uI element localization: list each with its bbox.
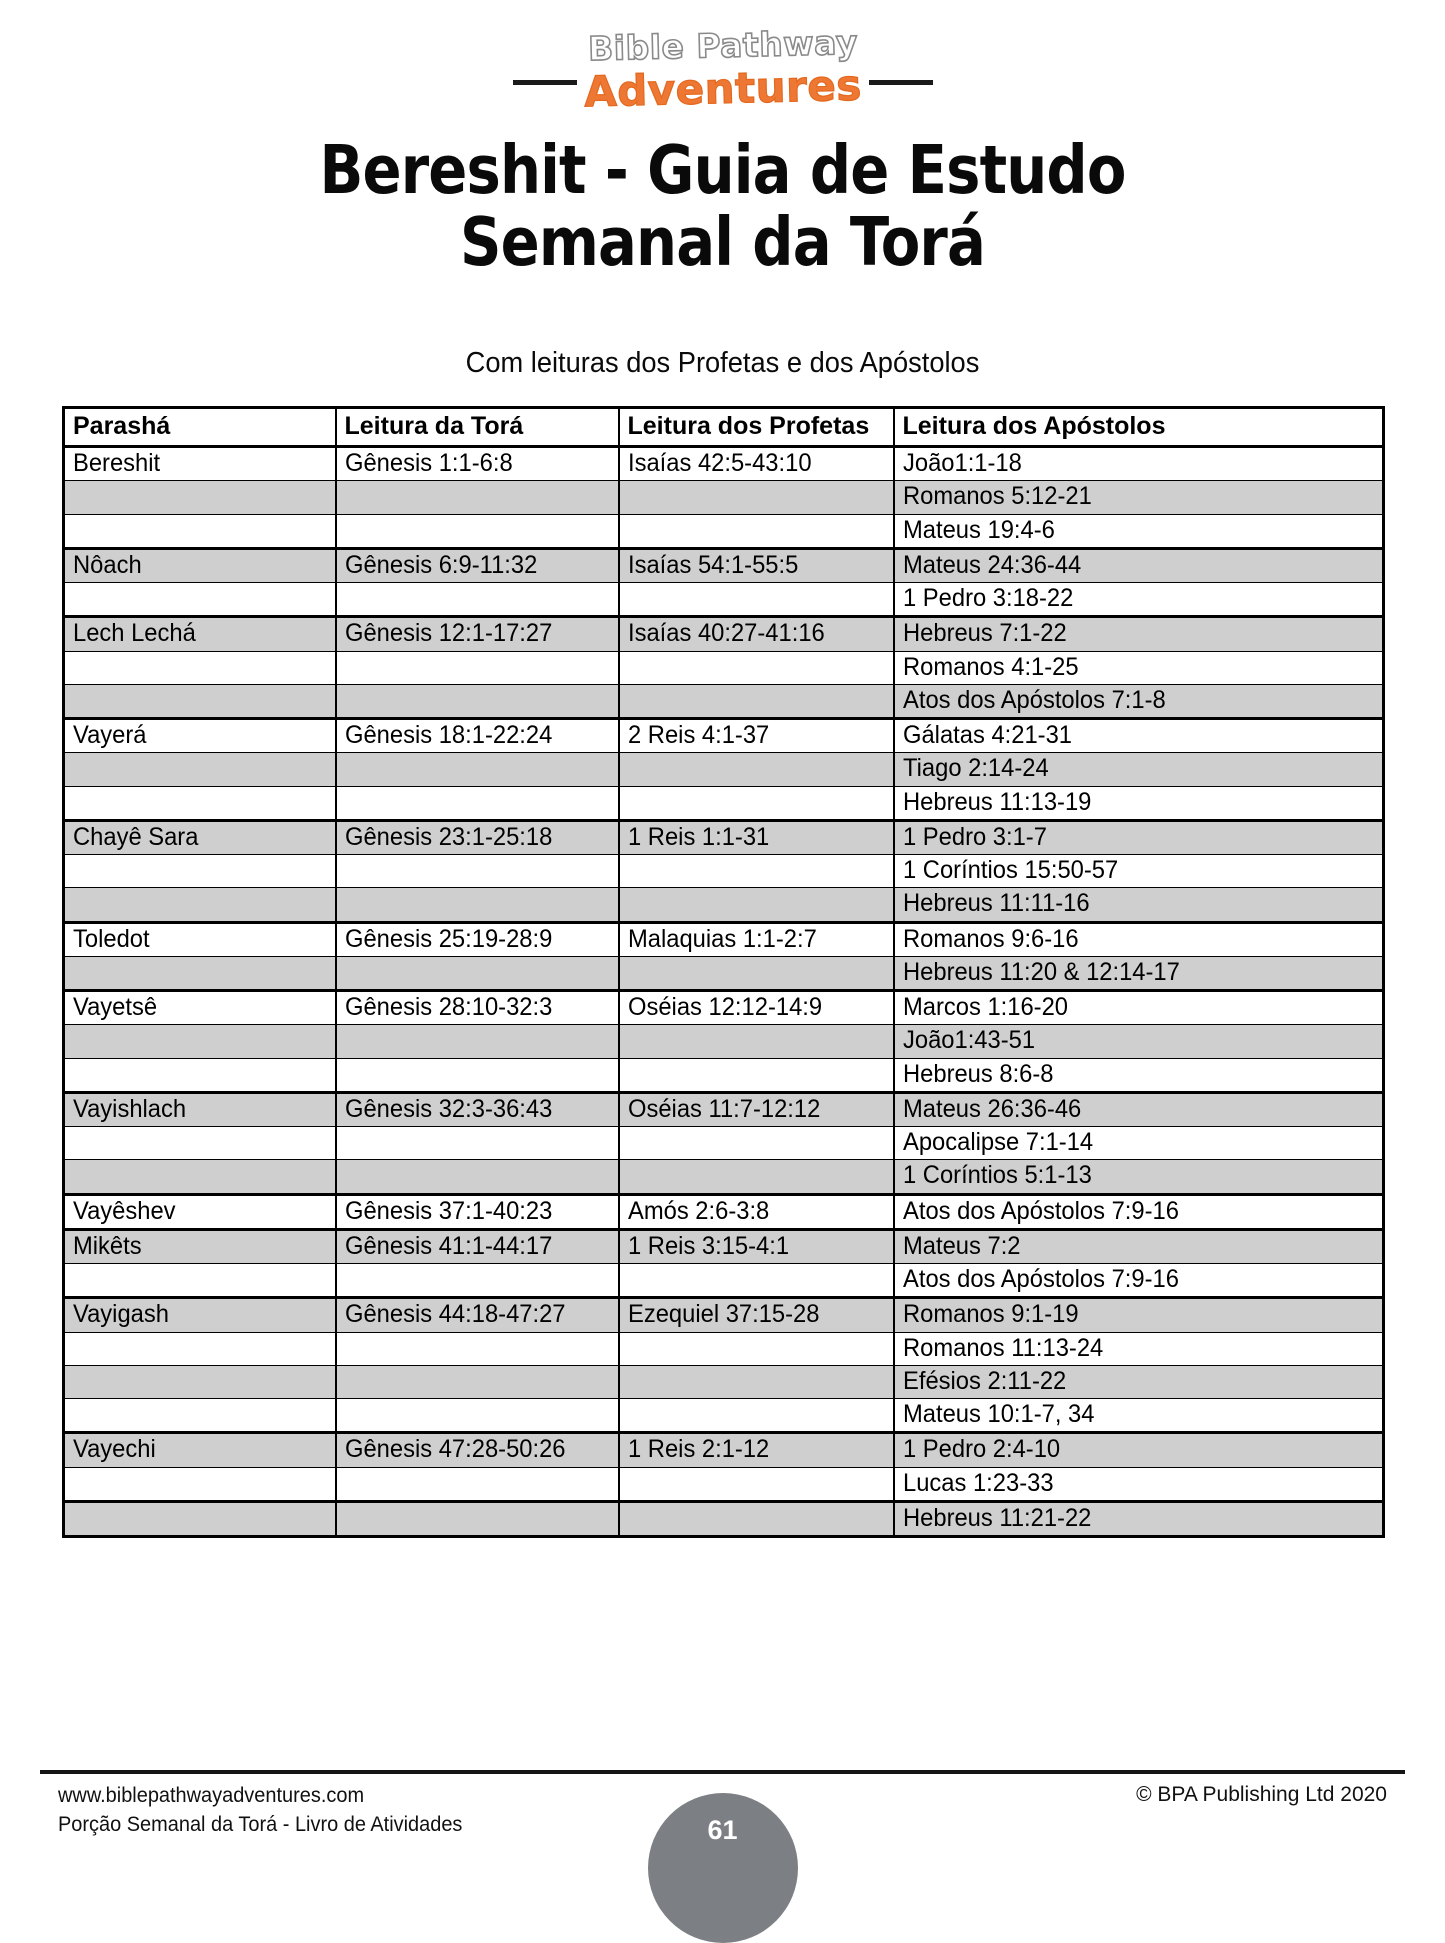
cell-apostles-text: Mateus 10:1-7, 34 <box>902 1400 1094 1428</box>
cell-prophets <box>619 1160 894 1194</box>
cell-apostles-text: 1 Coríntios 15:50-57 <box>902 856 1118 884</box>
cell-apostles-text: Romanos 4:1-25 <box>902 652 1079 681</box>
cell-apostles-text: Mateus 26:36-46 <box>902 1094 1081 1123</box>
cell-prophets <box>619 888 894 922</box>
cell-apostles <box>894 548 1384 582</box>
table-row <box>64 1332 1384 1365</box>
cell-apostles <box>894 1229 1384 1263</box>
cell-parasha <box>64 1467 336 1501</box>
cell-apostles <box>894 1264 1384 1298</box>
reading-schedule-table <box>62 406 1385 1538</box>
cell-apostles-text: Atos dos Apóstolos 7:9-16 <box>902 1196 1179 1225</box>
cell-torah <box>336 1467 619 1501</box>
table-row <box>64 1365 1384 1398</box>
footer-copyright: © BPA Publishing Ltd 2020 <box>1136 1783 1387 1806</box>
cell-parasha-text: Toledot <box>73 924 150 953</box>
table-row <box>64 820 1384 854</box>
table-row <box>64 1229 1384 1263</box>
cell-torah <box>336 548 619 582</box>
cell-parasha <box>64 1229 336 1263</box>
table-row <box>64 855 1384 888</box>
cell-parasha <box>64 1092 336 1126</box>
logo-line-1: Bible Pathway <box>587 22 858 69</box>
cell-torah <box>336 651 619 684</box>
page-title-line-2: Semanal da Torá <box>459 203 986 282</box>
cell-prophets <box>619 956 894 990</box>
cell-parasha-text: Bereshit <box>73 449 161 477</box>
cell-parasha <box>64 1332 336 1365</box>
cell-prophets <box>619 651 894 684</box>
cell-parasha-text: Vayerá <box>73 721 147 749</box>
cell-prophets <box>619 1264 894 1298</box>
cell-parasha <box>64 1160 336 1194</box>
cell-prophets <box>619 1365 894 1398</box>
cell-parasha <box>64 1058 336 1092</box>
cell-prophets <box>619 1501 894 1536</box>
table-row <box>64 1194 1384 1229</box>
cell-prophets-text: Isaías 40:27-41:16 <box>627 619 825 648</box>
cell-apostles-text: Gálatas 4:21-31 <box>902 721 1072 749</box>
page-title-line-1: Bereshit - Guia de Estudo <box>319 131 1126 209</box>
cell-torah <box>336 1025 619 1058</box>
table-row <box>64 1127 1384 1160</box>
cell-parasha-text: Vayigash <box>73 1300 169 1329</box>
cell-torah <box>336 514 619 548</box>
cell-parasha-text: Nôach <box>73 550 142 579</box>
cell-parasha <box>64 651 336 684</box>
cell-apostles <box>894 719 1384 753</box>
cell-parasha <box>64 855 336 888</box>
cell-parasha <box>64 786 336 820</box>
cell-apostles <box>894 888 1384 922</box>
cell-torah-text: Gênesis 47:28-50:26 <box>344 1435 566 1464</box>
cell-torah <box>336 583 619 617</box>
cell-prophets <box>619 583 894 617</box>
cell-torah <box>336 447 619 481</box>
cell-apostles <box>894 820 1384 854</box>
column-header-torah: Leitura da Torá <box>336 408 619 447</box>
cell-parasha <box>64 684 336 718</box>
cell-parasha <box>64 956 336 990</box>
table-row <box>64 888 1384 922</box>
cell-parasha-text: Vayetsê <box>73 993 158 1021</box>
cell-torah <box>336 1264 619 1298</box>
cell-torah-text: Gênesis 6:9-11:32 <box>344 550 537 579</box>
cell-parasha <box>64 922 336 956</box>
cell-prophets <box>619 753 894 786</box>
cell-torah-text: Gênesis 41:1-44:17 <box>344 1231 552 1260</box>
cell-torah <box>336 1092 619 1126</box>
cell-torah-text: Gênesis 12:1-17:27 <box>344 619 552 648</box>
cell-apostles <box>894 1501 1384 1536</box>
cell-torah <box>336 684 619 718</box>
table-row <box>64 1298 1384 1332</box>
cell-apostles-text: Atos dos Apóstolos 7:1-8 <box>902 685 1166 714</box>
cell-prophets-text: 1 Reis 1:1-31 <box>627 822 769 851</box>
cell-apostles <box>894 1160 1384 1194</box>
cell-parasha-text: Vayechi <box>73 1435 156 1464</box>
cell-torah <box>336 1501 619 1536</box>
page-subtitle: Com leituras dos Profetas e dos Apóstolos <box>465 347 980 379</box>
cell-parasha-text: Lech Lechá <box>73 619 196 648</box>
cell-apostles <box>894 583 1384 617</box>
reading-schedule-table-wrapper <box>62 406 1382 1538</box>
cell-prophets-text: Amós 2:6-3:8 <box>627 1196 769 1225</box>
cell-torah-text: Gênesis 18:1-22:24 <box>344 721 552 749</box>
table-row <box>64 514 1384 548</box>
cell-torah-text: Gênesis 23:1-25:18 <box>344 822 552 851</box>
cell-torah <box>336 786 619 820</box>
cell-parasha <box>64 1433 336 1467</box>
table-row <box>64 1433 1384 1467</box>
cell-apostles-text: Lucas 1:23-33 <box>902 1468 1054 1497</box>
table-header <box>64 408 1384 447</box>
cell-prophets <box>619 1092 894 1126</box>
cell-parasha <box>64 991 336 1025</box>
cell-prophets <box>619 719 894 753</box>
cell-parasha <box>64 447 336 481</box>
table-row <box>64 1092 1384 1126</box>
table-row <box>64 548 1384 582</box>
cell-apostles-text: Efésios 2:11-22 <box>902 1366 1066 1395</box>
cell-apostles <box>894 991 1384 1025</box>
cell-torah <box>336 1365 619 1398</box>
cell-parasha <box>64 1127 336 1160</box>
cell-prophets <box>619 1025 894 1058</box>
column-header-apostles: Leitura dos Apóstolos <box>894 408 1384 447</box>
cell-torah <box>336 1332 619 1365</box>
cell-torah-text: Gênesis 37:1-40:23 <box>344 1196 552 1225</box>
table-row <box>64 1399 1384 1433</box>
cell-parasha <box>64 1298 336 1332</box>
cell-apostles-text: Mateus 19:4-6 <box>902 515 1055 544</box>
cell-prophets <box>619 855 894 888</box>
cell-parasha <box>64 1264 336 1298</box>
cell-torah <box>336 1160 619 1194</box>
cell-apostles <box>894 753 1384 786</box>
cell-prophets <box>619 1194 894 1229</box>
cell-apostles <box>894 447 1384 481</box>
cell-parasha <box>64 1194 336 1229</box>
cell-torah <box>336 1399 619 1433</box>
cell-apostles-text: Mateus 24:36-44 <box>902 550 1081 579</box>
cell-torah <box>336 617 619 651</box>
table-row <box>64 956 1384 990</box>
cell-apostles-text: Hebreus 8:6-8 <box>902 1059 1054 1088</box>
table-row <box>64 1501 1384 1536</box>
table-row <box>64 719 1384 753</box>
cell-prophets <box>619 1127 894 1160</box>
cell-parasha <box>64 1501 336 1536</box>
cell-apostles <box>894 1365 1384 1398</box>
cell-apostles <box>894 1025 1384 1058</box>
footer-website: www.biblepathwayadventures.com <box>58 1784 365 1807</box>
cell-parasha-text: Vayêshev <box>73 1196 176 1225</box>
cell-prophets <box>619 820 894 854</box>
cell-parasha <box>64 1365 336 1398</box>
page-number: 61 <box>707 1815 738 1845</box>
cell-prophets-text: 2 Reis 4:1-37 <box>627 721 769 749</box>
cell-prophets <box>619 1298 894 1332</box>
cell-apostles-text: Mateus 7:2 <box>902 1231 1021 1260</box>
cell-torah <box>336 753 619 786</box>
cell-apostles <box>894 956 1384 990</box>
cell-prophets-text: Isaías 54:1-55:5 <box>627 550 798 579</box>
cell-prophets <box>619 1467 894 1501</box>
table-row <box>64 991 1384 1025</box>
cell-prophets <box>619 1058 894 1092</box>
cell-apostles <box>894 481 1384 514</box>
cell-apostles-text: Hebreus 11:20 & 12:14-17 <box>902 957 1180 986</box>
cell-apostles-text: Hebreus 11:13-19 <box>902 787 1091 816</box>
page-number-badge <box>648 1793 798 1943</box>
column-header-prophets: Leitura dos Profetas <box>619 408 894 447</box>
footer-left-text <box>58 1782 462 1840</box>
table-row <box>64 617 1384 651</box>
cell-torah <box>336 991 619 1025</box>
table-row <box>64 447 1384 481</box>
cell-prophets <box>619 684 894 718</box>
cell-apostles <box>894 514 1384 548</box>
cell-apostles <box>894 1298 1384 1332</box>
cell-torah <box>336 888 619 922</box>
table-row <box>64 1467 1384 1501</box>
cell-prophets <box>619 1229 894 1263</box>
cell-apostles <box>894 1399 1384 1433</box>
footer-divider <box>40 1770 1405 1774</box>
cell-apostles-text: Tiago 2:14-24 <box>902 754 1049 783</box>
cell-apostles-text: 1 Pedro 3:1-7 <box>902 822 1047 851</box>
cell-parasha <box>64 1399 336 1433</box>
brand-logo <box>0 14 1445 124</box>
cell-apostles-text: Romanos 9:6-16 <box>902 924 1079 953</box>
cell-apostles <box>894 651 1384 684</box>
cell-torah-text: Gênesis 25:19-28:9 <box>344 924 552 953</box>
cell-torah-text: Gênesis 44:18-47:27 <box>344 1300 566 1329</box>
cell-apostles-text: 1 Coríntios 5:1-13 <box>902 1161 1092 1190</box>
table-row <box>64 922 1384 956</box>
cell-parasha <box>64 583 336 617</box>
cell-apostles <box>894 1433 1384 1467</box>
cell-apostles <box>894 1467 1384 1501</box>
table-header-row <box>64 408 1384 447</box>
cell-prophets-text: Isaías 42:5-43:10 <box>627 449 812 477</box>
cell-torah <box>336 1127 619 1160</box>
cell-apostles-text: 1 Pedro 3:18-22 <box>902 584 1073 612</box>
cell-torah-text: Gênesis 32:3-36:43 <box>344 1094 552 1123</box>
cell-parasha <box>64 820 336 854</box>
cell-torah <box>336 1298 619 1332</box>
footer-book-title: Porção Semanal da Torá - Livro de Atividades <box>58 1812 463 1836</box>
cell-prophets-text: Ezequiel 37:15-28 <box>627 1300 819 1329</box>
cell-apostles-text: Marcos 1:16-20 <box>902 993 1068 1021</box>
cell-apostles-text: Hebreus 7:1-22 <box>902 619 1067 648</box>
cell-parasha-text: Mikêts <box>73 1231 142 1260</box>
cell-prophets <box>619 548 894 582</box>
cell-apostles <box>894 1194 1384 1229</box>
cell-torah <box>336 1229 619 1263</box>
cell-torah <box>336 922 619 956</box>
cell-prophets <box>619 1433 894 1467</box>
cell-torah <box>336 855 619 888</box>
cell-prophets-text: Oséias 12:12-14:9 <box>627 993 822 1021</box>
cell-torah <box>336 481 619 514</box>
cell-apostles <box>894 855 1384 888</box>
page-title <box>101 131 1344 282</box>
cell-apostles-text: 1 Pedro 2:4-10 <box>902 1435 1060 1464</box>
cell-parasha <box>64 514 336 548</box>
cell-prophets <box>619 922 894 956</box>
cell-prophets <box>619 481 894 514</box>
cell-parasha <box>64 753 336 786</box>
cell-prophets-text: Malaquias 1:1-2:7 <box>627 924 817 953</box>
cell-apostles <box>894 1092 1384 1126</box>
table-row <box>64 481 1384 514</box>
table-row <box>64 684 1384 718</box>
cell-apostles-text: Hebreus 11:21-22 <box>902 1503 1091 1532</box>
cell-torah-text: Gênesis 28:10-32:3 <box>344 993 552 1021</box>
cell-parasha <box>64 548 336 582</box>
cell-apostles <box>894 1058 1384 1092</box>
cell-prophets <box>619 447 894 481</box>
cell-apostles <box>894 617 1384 651</box>
cell-torah <box>336 1058 619 1092</box>
cell-apostles-text: João1:43-51 <box>902 1026 1035 1055</box>
cell-prophets <box>619 514 894 548</box>
cell-torah <box>336 956 619 990</box>
cell-prophets <box>619 1332 894 1365</box>
cell-prophets-text: 1 Reis 3:15-4:1 <box>627 1231 789 1260</box>
cell-torah <box>336 1194 619 1229</box>
cell-apostles-text: Atos dos Apóstolos 7:9-16 <box>902 1265 1179 1293</box>
cell-apostles-text: João1:1-18 <box>902 449 1022 477</box>
cell-apostles-text: Romanos 9:1-19 <box>902 1300 1079 1329</box>
cell-parasha <box>64 719 336 753</box>
cell-prophets-text: Oséias 11:7-12:12 <box>627 1094 820 1123</box>
cell-apostles <box>894 1127 1384 1160</box>
cell-prophets <box>619 617 894 651</box>
cell-apostles <box>894 786 1384 820</box>
table-row <box>64 1025 1384 1058</box>
table-row <box>64 651 1384 684</box>
table-row <box>64 753 1384 786</box>
cell-parasha-text: Vayishlach <box>73 1094 187 1123</box>
cell-parasha-text: Chayê Sara <box>73 822 199 851</box>
cell-prophets <box>619 991 894 1025</box>
cell-prophets <box>619 786 894 820</box>
column-header-parasha: Parashá <box>64 408 336 447</box>
table-row <box>64 786 1384 820</box>
cell-torah-text: Gênesis 1:1-6:8 <box>344 449 513 477</box>
cell-parasha <box>64 617 336 651</box>
cell-torah <box>336 1433 619 1467</box>
cell-apostles <box>894 1332 1384 1365</box>
cell-parasha <box>64 1025 336 1058</box>
table-row <box>64 583 1384 617</box>
cell-prophets <box>619 1399 894 1433</box>
cell-apostles-text: Romanos 5:12-21 <box>902 482 1092 511</box>
table-row <box>64 1058 1384 1092</box>
cell-apostles <box>894 922 1384 956</box>
cell-torah <box>336 820 619 854</box>
cell-parasha <box>64 888 336 922</box>
table-row <box>64 1264 1384 1298</box>
cell-apostles <box>894 684 1384 718</box>
cell-parasha <box>64 481 336 514</box>
cell-apostles-text: Hebreus 11:11-16 <box>902 889 1090 918</box>
table-row <box>64 1160 1384 1194</box>
cell-prophets-text: 1 Reis 2:1-12 <box>627 1435 769 1464</box>
cell-torah <box>336 719 619 753</box>
cell-apostles-text: Apocalipse 7:1-14 <box>902 1128 1093 1156</box>
table-body <box>64 447 1384 1537</box>
cell-apostles-text: Romanos 11:13-24 <box>902 1333 1103 1362</box>
logo-line-2: Adventures <box>583 60 862 117</box>
